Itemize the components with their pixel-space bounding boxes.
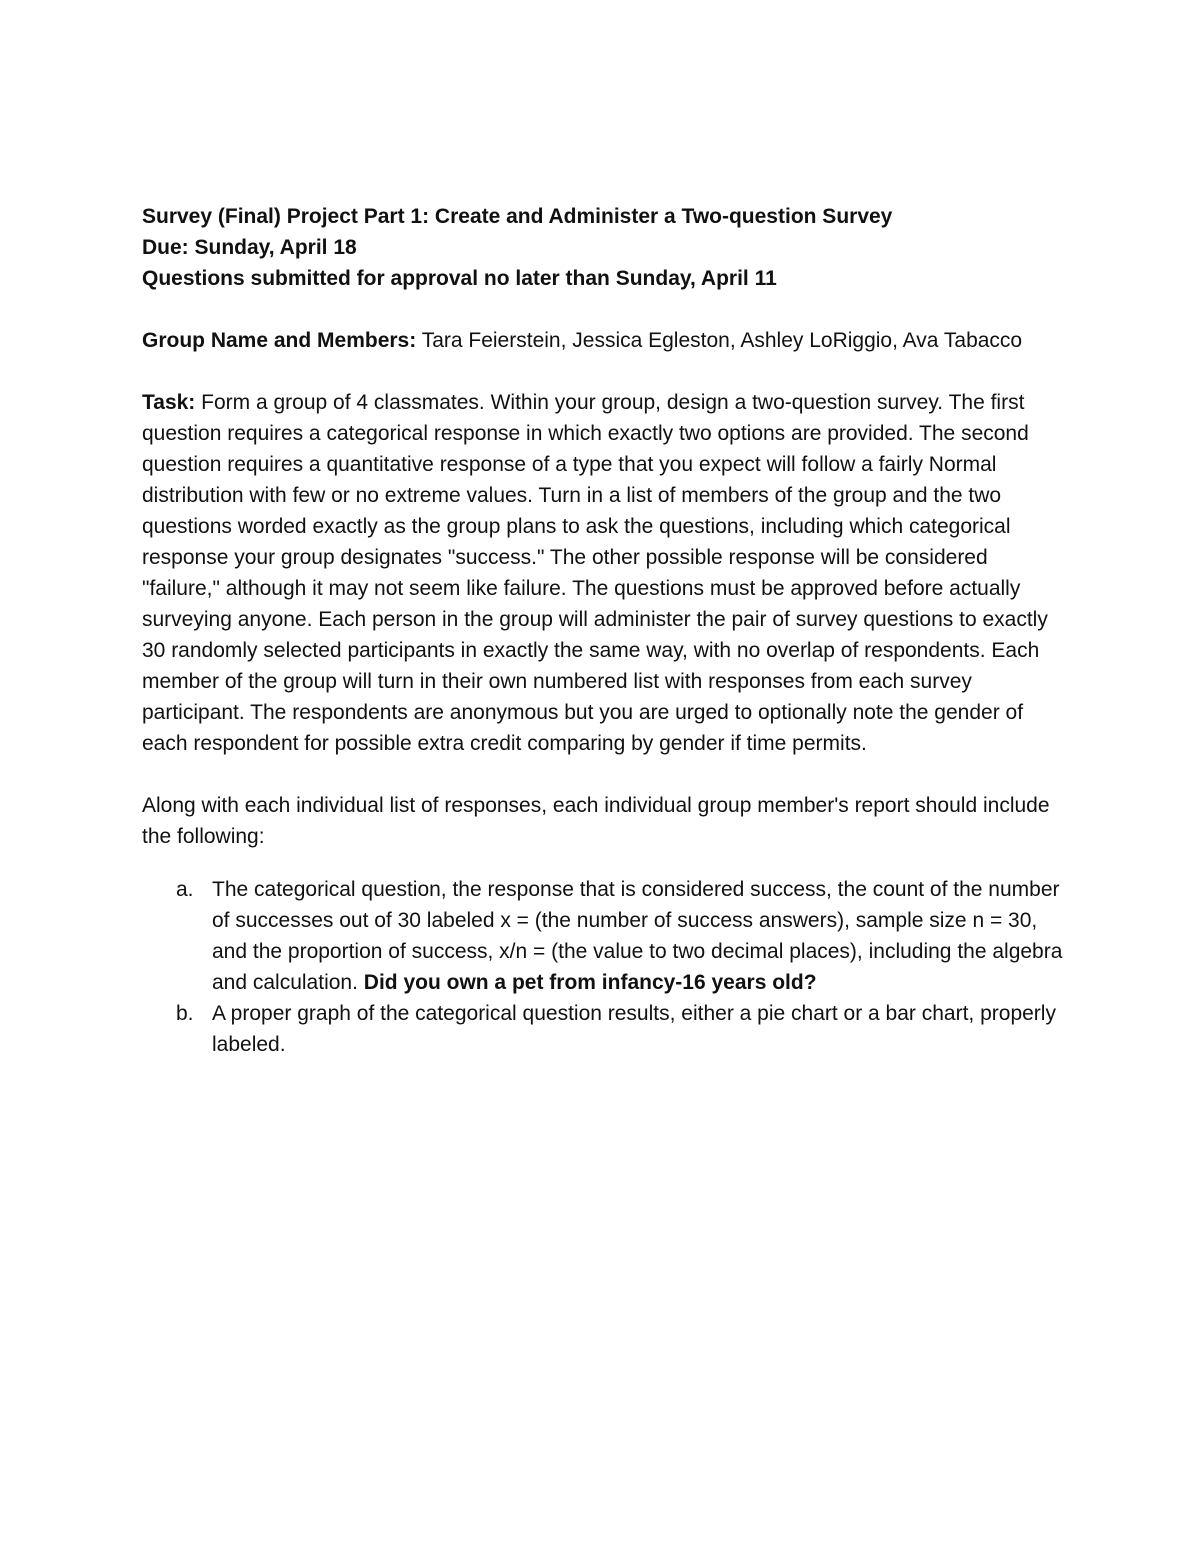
spacer: [142, 759, 1067, 790]
approval-deadline: Questions submitted for approval no later than Sunday, April 11: [142, 267, 777, 290]
spacer: [142, 356, 1067, 387]
group-members: Tara Feierstein, Jessica Egleston, Ashley LoRiggio, Ava Tabacco: [421, 329, 1023, 352]
group-members-paragraph: [142, 325, 1067, 356]
due-date: Due: Sunday, April 18: [142, 236, 357, 259]
spacer: [142, 294, 1067, 325]
group-label: Group Name and Members:: [142, 329, 417, 352]
task-label: Task:: [142, 391, 196, 414]
document-title: Survey (Final) Project Part 1: Create and Administer a Two-question Survey: [142, 205, 893, 228]
task-paragraph: [142, 387, 1067, 759]
list-item: [142, 874, 1067, 998]
list-marker: a.: [176, 878, 194, 901]
document-page: [142, 201, 1067, 1060]
list-item: [142, 998, 1067, 1060]
list-marker: b.: [176, 1002, 194, 1025]
report-requirements-list: [142, 874, 1067, 1060]
task-text: Form a group of 4 classmates. Within your group, design a two-question survey. The first question requires a categorical response in which exactly two options are provided. The second question requires a quantitative response of a type that you expect will follow a fairly Normal distribution with few or no extreme values. Turn in a list of members of the group and the two questions worded exactly as the group plans to ask the questions, including which categorical response your group designates "success." The other possible response will be considered "failure," although it may not seem like failure. The questions must be approved before actually surveying anyone. Each person in the group will administer the pair of survey questions to exactly 30 randomly selected participants in exactly the same way, with no overlap of respondents. Each member of the group will turn in their own numbered list with responses from each survey participant. The respondents are anonymous but you are urged to optionally note the gender of each respondent for possible extra credit comparing by gender if time permits.: [142, 391, 1048, 755]
list-item-text: The categorical question, the response that is considered success, the count of the number of successes out of 30 labeled x = (the number of success answers), sample size n = 30, and the proportion of success, x/n = (the value to two decimal places), including the algebra and calculation.: [212, 878, 1063, 994]
spacer: [142, 852, 1067, 874]
list-item-text: A proper graph of the categorical question results, either a pie chart or a bar chart, properly labeled.: [212, 1002, 1056, 1056]
report-intro: Along with each individual list of responses, each individual group member's report should include the following:: [142, 794, 1050, 848]
survey-question-bold: Did you own a pet from infancy-16 years old?: [363, 971, 817, 994]
